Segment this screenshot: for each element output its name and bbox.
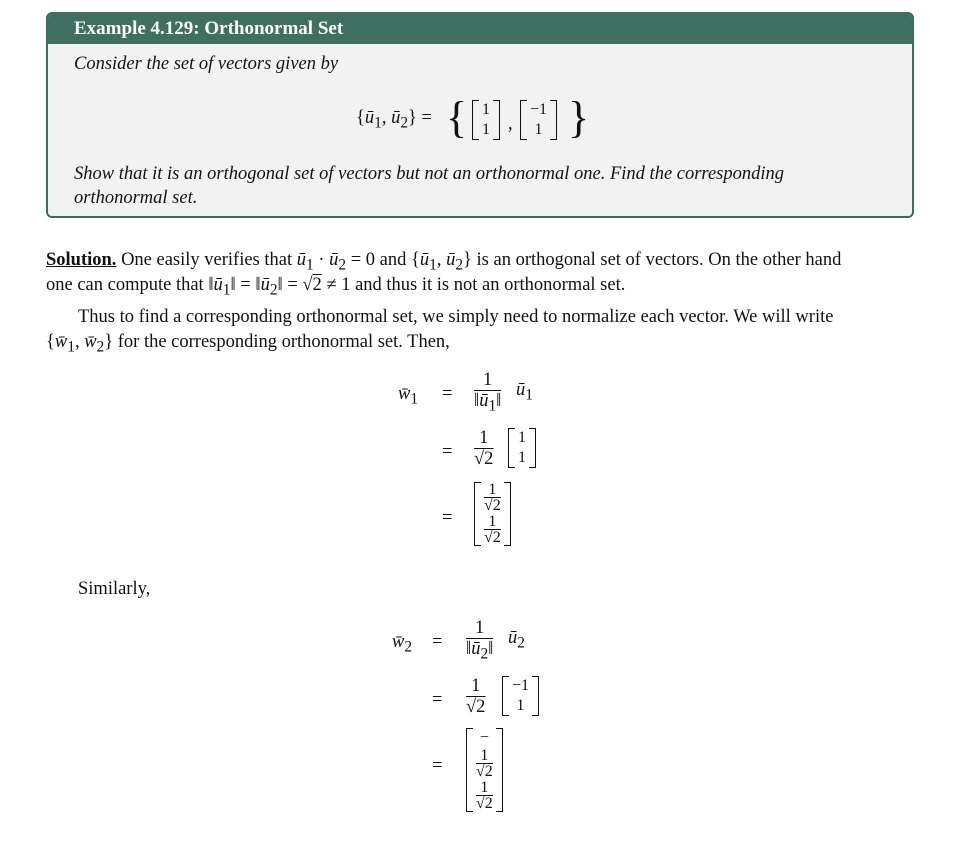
- example-task-line2: orthonormal set.: [74, 188, 198, 208]
- solution-line2: one can compute that $‖ū_1‖$ = $‖ū_2‖ = √2 \ne 1$ and thus it is not an orthonormal set.: [46, 275, 626, 299]
- example-title: Example 4.129: Orthonormal Set: [48, 14, 912, 44]
- example-task-line1: Show that it is an orthogonal set of vectors but not an orthonormal one. Find the corresponding: [74, 164, 785, 184]
- solution-paragraph2-line2: {$w̄_1$, $w̄_2$} for the corresponding orthonormal set. Then,: [46, 332, 450, 356]
- solution-paragraph2-line1: Thus to find a corresponding orthonormal set, we simply need to normalize each vector. We will write: [78, 307, 834, 327]
- example-box: Example 4.129: Orthonormal Set Consider the set of vectors given by {$ū_1$, $ū_2$} = { 1 1 , −1 1 } Show that it is an orthogonal set of vectors but not an orthonormal one. Find the corresponding orthonormal set.: [46, 12, 914, 218]
- solution-label: Solution.: [46, 250, 117, 270]
- solution-line1: Solution. One easily verifies that $ū_1$ · $ū_2 = 0$ and {$ū_1$, $ū_2$} is an orthogonal set of vectors. On the other hand: [46, 250, 842, 274]
- example-intro: Consider the set of vectors given by: [74, 54, 339, 74]
- similarly-text: Similarly,: [78, 579, 151, 599]
